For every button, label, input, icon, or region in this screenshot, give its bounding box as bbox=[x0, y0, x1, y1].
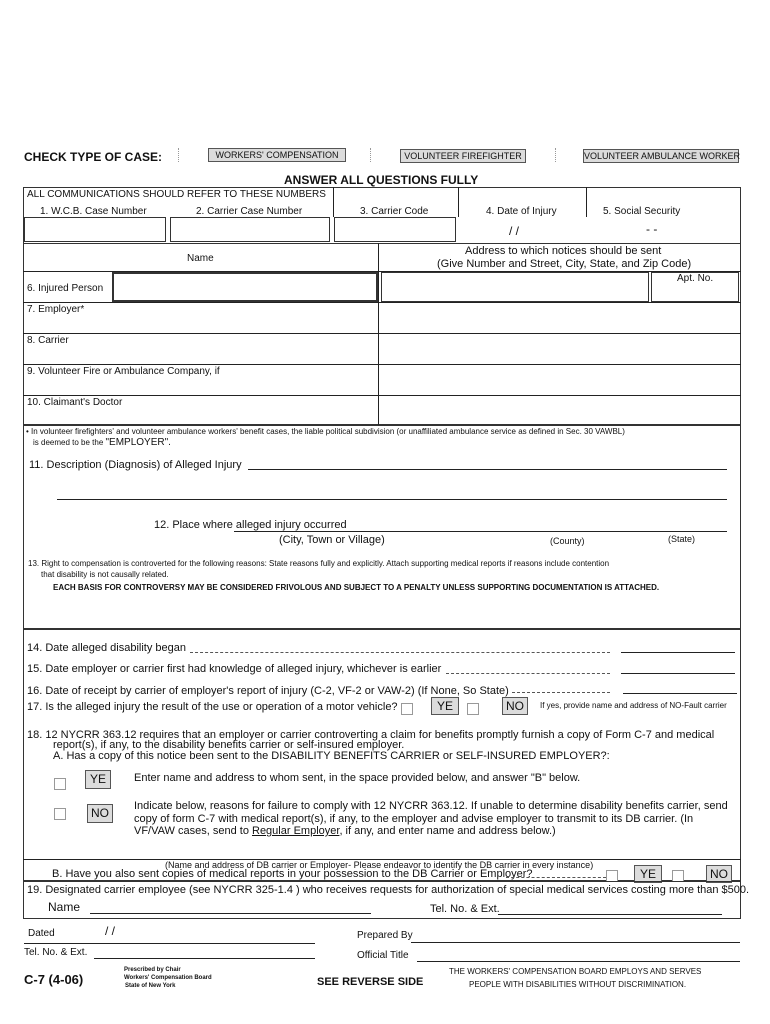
q17-yes-button[interactable]: YE bbox=[431, 697, 459, 715]
q15-label: 15. Date employer or carrier first had knowledge of alleged injury, whichever is earlier bbox=[27, 663, 442, 675]
q16-label: 16. Date of receipt by carrier of employer's report of injury (C-2, VF-2 or VAW-2) (If None, So State) bbox=[27, 685, 509, 697]
description-section bbox=[23, 425, 741, 629]
social-security-label: 5. Social Security bbox=[603, 206, 681, 217]
q19-tel-label: Tel. No. & Ext. bbox=[430, 903, 500, 915]
footnote-line-1: • In volunteer firefighters' and volunteer ambulance workers' benefit cases, the liable political subdivision (or unaffiliated ambulance service as defined in Sec. 30 VAWBL) bbox=[26, 427, 625, 436]
dated-label: Dated bbox=[28, 928, 55, 939]
prepared-by-line[interactable] bbox=[411, 942, 740, 943]
q18b-yes-button[interactable]: YE bbox=[634, 865, 662, 883]
official-title-label: Official Title bbox=[357, 950, 409, 961]
footnote-employer: "EMPLOYER". bbox=[105, 437, 171, 448]
q11-answer-line-2[interactable] bbox=[57, 499, 727, 500]
signature-tel-label: Tel. No. & Ext. bbox=[24, 947, 88, 958]
q18b-no-button[interactable]: NO bbox=[706, 865, 732, 883]
injured-person-address-input[interactable] bbox=[381, 272, 649, 302]
q12-county-label: (County) bbox=[550, 536, 585, 546]
q12-label: 12. Place where alleged injury occurred bbox=[154, 519, 347, 531]
divider bbox=[370, 148, 371, 162]
page-heading: ANSWER ALL QUESTIONS FULLY bbox=[284, 173, 479, 187]
official-title-line[interactable] bbox=[417, 961, 740, 962]
date-of-injury-input[interactable] bbox=[459, 217, 585, 242]
q11-label: 11. Description (Diagnosis) of Alleged Injury bbox=[29, 459, 242, 471]
q17-label: 17. Is the alleged injury the result of the use or operation of a motor vehicle? bbox=[27, 701, 398, 713]
q18a-no-text-3a: VF/VAW cases, send to bbox=[134, 825, 252, 837]
q13-line-2: that disability is not causally related. bbox=[41, 570, 169, 579]
apt-number-label: Apt. No. bbox=[677, 273, 714, 284]
date-of-injury-label: 4. Date of Injury bbox=[486, 206, 557, 217]
ssn-separators: - - bbox=[646, 222, 658, 236]
wcb-case-number-input[interactable] bbox=[24, 217, 166, 242]
q19-name-line[interactable] bbox=[90, 913, 371, 914]
prescribed-by-1: Prescribed by Chair bbox=[124, 967, 181, 973]
q18a-no-text-1: Indicate below, reasons for failure to comply with 12 NYCRR 363.12. If unable to determine disability benefits carrier, send bbox=[134, 800, 728, 812]
q17-yes-checkbox[interactable] bbox=[401, 703, 413, 715]
q16-leader bbox=[512, 692, 610, 693]
q18a-yes-button[interactable]: YE bbox=[85, 770, 111, 789]
carrier-case-number-label: 2. Carrier Case Number bbox=[196, 206, 303, 217]
numbers-intro: ALL COMMUNICATIONS SHOULD REFER TO THESE NUMBERS bbox=[27, 189, 326, 200]
signature-tel-line[interactable] bbox=[94, 958, 315, 959]
q12-state-label: (State) bbox=[668, 534, 696, 544]
q15-answer-line[interactable] bbox=[621, 673, 735, 674]
carrier-code-label: 3. Carrier Code bbox=[360, 206, 429, 217]
divider bbox=[555, 148, 556, 162]
q18-db-note: (Name and address of DB carrier or Employer- Please endeavor to identify the DB carrier in every instance) bbox=[165, 860, 594, 870]
address-column-subheader: (Give Number and Street, City, State, and Zip Code) bbox=[437, 258, 692, 270]
divider bbox=[586, 187, 587, 217]
social-security-input[interactable] bbox=[587, 217, 739, 242]
q18-line-2: report(s), if any, to the disability benefits carrier or self-insured employer. bbox=[53, 739, 405, 751]
q16-answer-line[interactable] bbox=[623, 693, 737, 694]
wcb-case-number-label: 1. W.C.B. Case Number bbox=[40, 206, 147, 217]
q14-leader bbox=[190, 652, 610, 653]
q17-note: If yes, provide name and address of NO-Fault carrier bbox=[540, 701, 727, 710]
divider bbox=[23, 333, 741, 334]
divider bbox=[23, 395, 741, 396]
volunteer-company-label: 9. Volunteer Fire or Ambulance Company, if bbox=[27, 366, 220, 377]
q18a-no-text-3 bbox=[134, 825, 556, 838]
footnote-line-2 bbox=[33, 437, 171, 449]
employer-label: 7. Employer* bbox=[27, 304, 85, 315]
dated-separators: / / bbox=[105, 924, 116, 938]
name-column-header: Name bbox=[187, 253, 214, 264]
q11-answer-line-1[interactable] bbox=[248, 469, 727, 470]
form-id: C-7 (4-06) bbox=[24, 972, 84, 987]
q18b-question: B. Have you also sent copies of medical reports in your possession to the DB Carrier or Employer? bbox=[52, 868, 533, 880]
divider bbox=[23, 302, 741, 303]
case-type-volunteer-ambulance-button[interactable]: VOLUNTEER AMBULANCE WORKER bbox=[584, 151, 741, 161]
q18a-no-button[interactable]: NO bbox=[87, 804, 113, 823]
q19-name-label: Name bbox=[48, 900, 81, 914]
dated-line[interactable] bbox=[24, 943, 315, 944]
prescribed-by-3: State of New York bbox=[125, 983, 176, 989]
divider bbox=[23, 364, 741, 365]
address-column-header: Address to which notices should be sent bbox=[465, 245, 662, 257]
carrier-label: 8. Carrier bbox=[27, 335, 69, 346]
case-type-workers-comp-button[interactable]: WORKERS' COMPENSATION bbox=[208, 148, 346, 162]
q13-line-1: 13. Right to compensation is controverted for the following reasons: State reasons fully and explicitly. Attach supporting medical reports if reasons include contention bbox=[28, 559, 610, 568]
prescribed-by-2: Workers' Compensation Board bbox=[124, 975, 212, 981]
prepared-by-label: Prepared By bbox=[357, 930, 413, 941]
claimant-doctor-label: 10. Claimant's Doctor bbox=[27, 397, 123, 408]
q18a-regular-employer: Regular Employer bbox=[252, 825, 340, 837]
divider bbox=[178, 148, 179, 162]
nondiscrimination-notice-2: PEOPLE WITH DISABILITIES WITHOUT DISCRIMINATION. bbox=[469, 980, 687, 989]
q18-line-1: 18. 12 NYCRR 363.12 requires that an employer or carrier controverting a claim for benefits promptly furnish a copy of Form C-7 and medical bbox=[27, 729, 715, 741]
divider bbox=[333, 187, 334, 217]
footnote-text: is deemed to be the bbox=[33, 438, 106, 447]
q17-no-button[interactable]: NO bbox=[502, 697, 528, 715]
q14-label: 14. Date alleged disability began bbox=[27, 642, 187, 654]
divider bbox=[458, 187, 459, 217]
q18a-yes-text: Enter name and address to whom sent, in the space provided below, and answer "B" below. bbox=[134, 772, 581, 784]
q18a-yes-checkbox[interactable] bbox=[54, 778, 66, 790]
q18b-leader bbox=[506, 877, 606, 878]
q19-tel-line[interactable] bbox=[498, 914, 722, 915]
carrier-case-number-input[interactable] bbox=[170, 217, 330, 242]
carrier-code-input[interactable] bbox=[334, 217, 456, 242]
q14-answer-line[interactable] bbox=[621, 652, 735, 653]
q12-city-label: (City, Town or Village) bbox=[279, 534, 385, 546]
q18a-no-text-3c: , if any, and enter name and address below.) bbox=[339, 825, 556, 837]
nondiscrimination-notice-1: THE WORKERS' COMPENSATION BOARD EMPLOYS AND SERVES bbox=[449, 967, 702, 976]
injured-person-label: 6. Injured Person bbox=[27, 283, 104, 294]
q17-no-checkbox[interactable] bbox=[467, 703, 479, 715]
q18a-no-checkbox[interactable] bbox=[54, 808, 66, 820]
q15-leader bbox=[446, 673, 610, 674]
injured-person-name-input[interactable] bbox=[112, 272, 378, 302]
q18a-no-text-2: copy of form C-7 with medical report(s), if any, to the employer and advise employer to transmit to its DB carrier. (In bbox=[134, 813, 694, 825]
q18-line-3: A. Has a copy of this notice been sent to the DISABILITY BENEFITS CARRIER or SELF-INSURED EMPLOYER?: bbox=[53, 750, 610, 762]
date-of-injury-separators: / / bbox=[509, 224, 520, 238]
q12-answer-line[interactable] bbox=[234, 531, 727, 532]
q13-warning: EACH BASIS FOR CONTROVERSY MAY BE CONSIDERED FRIVOLOUS AND SUBJECT TO A PENALTY UNLESS SUPPORTING DOCUMENTATION IS ATTACHED. bbox=[53, 583, 660, 592]
q19-label: 19. Designated carrier employee (see NYCRR 325-1.4 ) who receives requests for authorization of special medical services costing more than $500. bbox=[27, 884, 750, 896]
see-reverse-side: SEE REVERSE SIDE bbox=[317, 976, 424, 988]
case-type-label: CHECK TYPE OF CASE: bbox=[24, 150, 163, 164]
case-type-volunteer-firefighter-button[interactable]: VOLUNTEER FIREFIGHTER bbox=[400, 149, 526, 163]
